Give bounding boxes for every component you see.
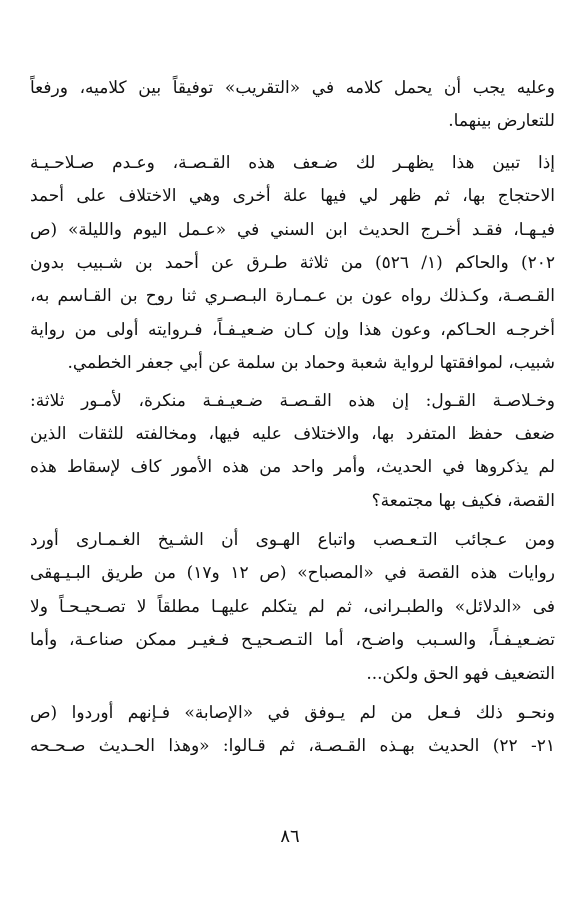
paragraph-5 — [30, 697, 555, 764]
paragraph-1 — [30, 72, 555, 139]
text-line: التضعيف فهو الحق ولكن... — [366, 663, 555, 684]
text-line: فى «الدلائل» والطبـرانى، ثم لم يتكلم عليهـا مطلقاً لا تصـحيـحـاً ولا — [30, 596, 555, 617]
page-number: ٨٦ — [280, 826, 300, 847]
text-line: وعليه يجب أن يحمل كلامه في «التقريب» توفيقاً بين كلاميه، ورفعاً — [30, 78, 555, 98]
text-line: لم يذكروها في الحديث، وأمر واحد من هذه الأمور كاف لإسقاط هذه — [30, 457, 555, 478]
page-body — [30, 72, 555, 764]
text-line: القـصـة، وكـذلك رواه عون بن عـمـارة البـصـري ثنا روح بن القـاسم به، — [30, 286, 555, 307]
text-line: للتعارض بينهما. — [448, 111, 555, 132]
paragraph-4 — [30, 524, 555, 691]
paragraph-3 — [30, 385, 555, 519]
text-line: القصة، فكيف بها مجتمعة؟ — [371, 490, 555, 511]
text-line: ونحـو ذلك فـعل من لم يـوفق في «الإصابة» فـإنهم أوردوا (ص — [30, 703, 555, 724]
text-line: الاحتجاج بها، ثم ظهر لي فيها علة أخرى وهي الاختلاف على أحمد — [30, 186, 555, 207]
paragraph-2 — [30, 147, 555, 381]
text-line: تضـعيـفـاً، والسـبب واضـح، أما التـصـحيـح فـغيـر ممكن صناعـة، وأما — [30, 630, 555, 651]
text-line: شبيب، لموافقتها لرواية شعبة وحماد بن سلمة عن أبي جعفر الخطمي. — [67, 353, 555, 374]
text-line: روايات هذه القصة في «المصباح» (ص ١٢ و١٧) من طريق البـيـهقى — [30, 563, 555, 584]
text-line: ٢٠٢) والحاكم (١/ ٥٢٦) من ثلاثة طـرق عن أحمد بن شـبيب بدون — [30, 252, 555, 273]
text-line: إذا تبين هذا يظهـر لك ضـعف هذه القـصـة، وعـدم صـلاحـيـة — [30, 152, 555, 173]
text-line: وخـلاصـة القـول: إن هذه القـصـة ضـعيـفـة منكرة، لأمـور ثلاثة: — [30, 390, 555, 411]
text-line: فيـهـا، فقـد أخـرج الحديث ابن السني في «عـمل اليوم والليلة» (ص — [30, 219, 555, 240]
text-line: ضعف حفظ المتفرد بها، والاختلاف عليه فيها، ومخالفته للثقات الذين — [30, 423, 555, 444]
text-line: أخرجـه الحـاكم، وعون هذا وإن كـان ضـعيـفـاً، فـروايته أولى من رواية — [30, 319, 555, 340]
text-line: ٢١- ٢٢) الحديث بهـذه القـصـة، ثم قـالوا: «وهذا الحـديث صـحـحه — [30, 736, 555, 757]
text-line: ومن عـجائب التـعـصب واتباع الهـوى أن الشـيخ الغـمـارى أورد — [30, 530, 555, 551]
